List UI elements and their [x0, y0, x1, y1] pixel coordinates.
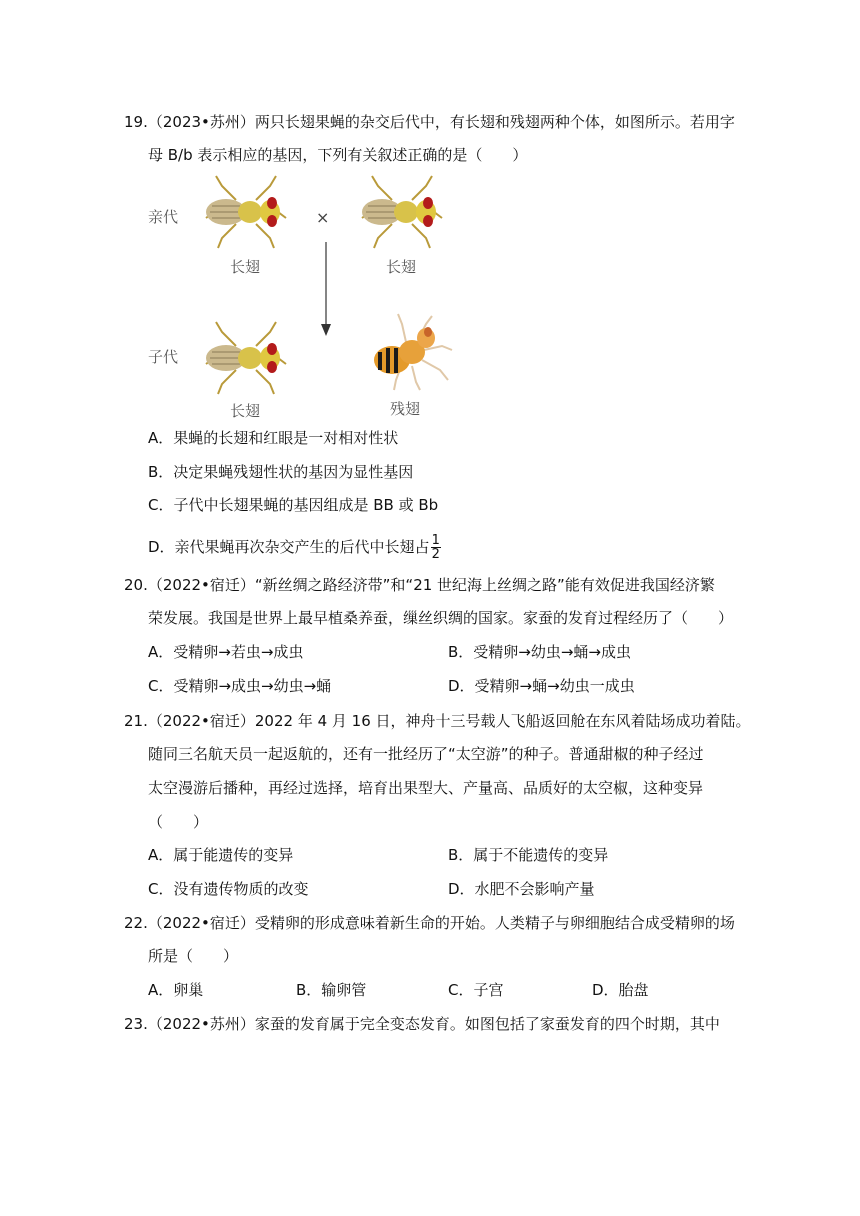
- q20-option-c: C．受精卵→成虫→幼虫→蛹: [148, 677, 332, 695]
- cross-symbol: ×: [316, 208, 330, 227]
- q20-option-a: A．受精卵→若虫→成虫: [148, 643, 304, 661]
- long-wing-fly-icon: [200, 172, 292, 252]
- fraction-one-half: [431, 534, 441, 561]
- q21-stem-line4: （ ）: [148, 813, 209, 831]
- q21-option-a: A．属于能遗传的变异: [148, 846, 294, 864]
- vestigial-wing-fly-icon: [362, 310, 454, 394]
- q22-option-a: A．卵巢: [148, 981, 204, 999]
- q21-option-c: C．没有遗传物质的改变: [148, 880, 309, 898]
- parent-generation-label: 亲代: [148, 208, 179, 226]
- offspring-generation-label: 子代: [148, 348, 179, 366]
- q20-stem-line2: 荣发展。我国是世界上最早植桑养蚕，缫丝织绸的国家。家蚕的发育过程经历了（ ）: [148, 609, 734, 627]
- parent-fly-1-label: 长翅: [230, 258, 261, 276]
- q19-stem-line1: 19.（2023•苏州）两只长翅果蝇的杂交后代中，有长翅和残翅两种个体，如图所示。若用字: [124, 113, 735, 131]
- q19-option-d: [148, 534, 441, 561]
- q19-option-d-text: D．亲代果蝇再次杂交产生的后代中长翅占: [148, 538, 430, 556]
- fraction-numerator: 1: [431, 533, 440, 548]
- q21-option-d: D．水肥不会影响产量: [448, 880, 595, 898]
- q19-option-b: B．决定果蝇残翅性状的基因为显性基因: [148, 463, 414, 481]
- fraction-denominator: 2: [431, 547, 440, 562]
- down-arrow-icon: [318, 242, 334, 338]
- long-wing-fly-icon: [356, 172, 448, 252]
- offspring-long-wing-label: 长翅: [230, 402, 261, 420]
- q20-option-d: D．受精卵→蛹→幼虫一成虫: [448, 677, 635, 695]
- q20-stem-line1: 20.（2022•宿迁）“新丝绸之路经济带”和“21 世纪海上丝绸之路”能有效促进我国经济繁: [124, 576, 715, 594]
- q21-option-b: B．属于不能遗传的变异: [448, 846, 609, 864]
- q22-option-b: B．输卵管: [296, 981, 367, 999]
- parent-fly-2-label: 长翅: [386, 258, 417, 276]
- q19-option-a: A．果蝇的长翅和红眼是一对相对性状: [148, 429, 399, 447]
- q22-option-c: C．子宫: [448, 981, 504, 999]
- q19-option-c: C．子代中长翅果蝇的基因组成是 BB 或 Bb: [148, 496, 439, 514]
- q21-stem-line3: 太空漫游后播种，再经过选择，培育出果型大、产量高、品质好的太空椒，这种变异: [148, 779, 704, 797]
- offspring-vestigial-wing-label: 残翅: [390, 400, 421, 418]
- q21-stem-line1: 21.（2022•宿迁）2022 年 4 月 16 日，神舟十三号载人飞船返回舱在东风着陆场成功着陆。: [124, 712, 751, 730]
- q22-stem-line1: 22.（2022•宿迁）受精卵的形成意味着新生命的开始。人类精子与卵细胞结合成受精卵的场: [124, 914, 735, 932]
- q21-stem-line2: 随同三名航天员一起返航的，还有一批经历了“太空游”的种子。普通甜椒的种子经过: [148, 745, 704, 763]
- long-wing-fly-icon: [200, 318, 292, 398]
- q19-stem-line2: 母 B/b 表示相应的基因，下列有关叙述正确的是（ ）: [148, 146, 528, 164]
- q20-option-b: B．受精卵→幼虫→蛹→成虫: [448, 643, 631, 661]
- q23-stem-line1: 23.（2022•苏州）家蚕的发育属于完全变态发育。如图包括了家蚕发育的四个时期，其中: [124, 1015, 720, 1033]
- q22-stem-line2: 所是（ ）: [148, 947, 239, 965]
- q22-option-d: D．胎盘: [592, 981, 649, 999]
